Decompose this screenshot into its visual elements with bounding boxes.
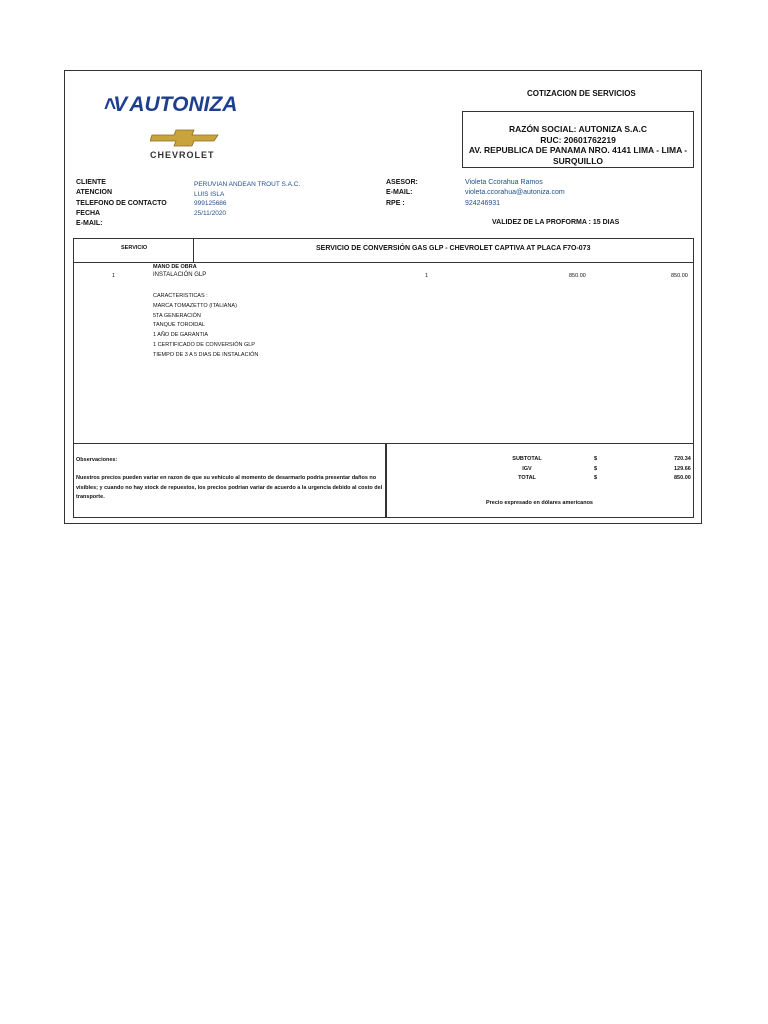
igv-row (460, 465, 690, 475)
client-phone: 999125686 (194, 200, 227, 208)
total-row (460, 474, 690, 484)
address-line2: SURQUILLO (552, 155, 604, 166)
total-value: 850.00 (674, 475, 691, 481)
label-asesor: ASESOR: (386, 179, 418, 186)
company-info-box (462, 111, 694, 168)
label-atencion: ATENCION (76, 189, 113, 197)
currency: $ (594, 475, 598, 481)
label-telefono: TELEFONO DE CONTACTO (76, 199, 167, 207)
total-value: 129.66 (674, 465, 691, 472)
totals (460, 455, 690, 484)
advisor-values (465, 178, 565, 209)
chevrolet-bowtie-icon (150, 129, 220, 147)
currency: $ (594, 465, 598, 472)
razon-social: RAZÓN SOCIAL: AUTONIZA S.A.C (508, 124, 648, 134)
feature-list (153, 292, 258, 361)
col-header-servicio: SERVICIO (121, 245, 148, 251)
validity-text: VALIDEZ DE LA PROFORMA : 15 DIAS (492, 219, 620, 226)
label-fecha: FECHA (76, 209, 101, 217)
item-description: INSTALACIÓN GLP (153, 272, 207, 278)
advisor-name: Violeta Ccorahua Ramos (465, 179, 543, 186)
ruc: RUC: 20601762219 (540, 134, 616, 145)
label-advisor-email: E-MAIL: (386, 189, 413, 197)
subtotal-row (460, 455, 690, 465)
feature-item: CARACTERISTICAS : (153, 293, 208, 299)
address-line1: AV. REPUBLICA DE PANAMA NRO. 4141 LIMA - LIMA - (468, 145, 688, 155)
observations-label: Observaciones: (76, 457, 118, 463)
service-title: SERVICIO DE CONVERSIÓN GAS GLP - CHEVROLET CAPTIVA AT PLACA F7O-073 (316, 245, 591, 252)
total-label: SUBTOTAL (512, 456, 542, 462)
advisor-labels (386, 178, 418, 209)
client-date: 25/11/2020 (194, 210, 227, 218)
item-unit-price: 850.00 (569, 273, 586, 279)
label-cliente: CLIENTE (76, 179, 106, 186)
item-section: MANO DE OBRA (153, 264, 197, 270)
logo-text: AUTONIZA (129, 93, 238, 116)
item-quantity: 1 (425, 273, 429, 279)
client-labels (76, 178, 167, 229)
observations-text: Nuestros precios pueden variar en razon de que su vehiculo al momento de desarmarlo podria presentar daños no visibles; y cuando no hay stock de repuestos, los precios podrian variar de acuerdo a la urgencia debido al costo del transporte. (76, 475, 383, 500)
item-total: 850.00 (671, 273, 688, 279)
feature-item: 1 CERTIFICADO DE CONVERSIÓN GLP (153, 341, 255, 348)
client-values (194, 180, 300, 219)
total-label: TOTAL (518, 475, 536, 481)
total-value: 720.34 (674, 456, 691, 462)
currency-note: Precio expresado en dólares americanos (486, 500, 593, 506)
currency: $ (594, 456, 598, 462)
feature-item: TANQUE TOROIDAL (153, 322, 205, 329)
footer-vertical-divider (385, 443, 387, 517)
label-rpe: RPE : (386, 199, 405, 207)
item-number: 1 (112, 273, 116, 279)
client-attention: LUIS ISLA (194, 190, 225, 198)
chevrolet-brand-text: CHEVROLET (150, 150, 215, 160)
total-label: IGV (522, 465, 532, 472)
feature-item: TIEMPO DE 3 A 5 DIAS DE INSTALACIÓN (153, 351, 259, 358)
footer-divider (73, 443, 694, 444)
client-name: PERUVIAN ANDEAN TROUT S.A.C. (194, 181, 301, 188)
advisor-rpe: 924246931 (465, 199, 501, 207)
feature-item: 5TA GENERACIÓN (153, 312, 201, 319)
label-email: E-MAIL: (76, 220, 103, 228)
feature-item: MARCA TOMAZETTO (ITALIANA) (153, 302, 237, 309)
advisor-email[interactable]: violeta.ccorahua@autoniza.com (465, 189, 565, 197)
feature-item: 1 AÑO DE GARANTIA (153, 332, 209, 339)
header-divider (193, 238, 194, 263)
autoniza-logo: ˄V AUTONIZA (104, 93, 238, 116)
document-title: COTIZACION DE SERVICIOS (527, 89, 636, 98)
